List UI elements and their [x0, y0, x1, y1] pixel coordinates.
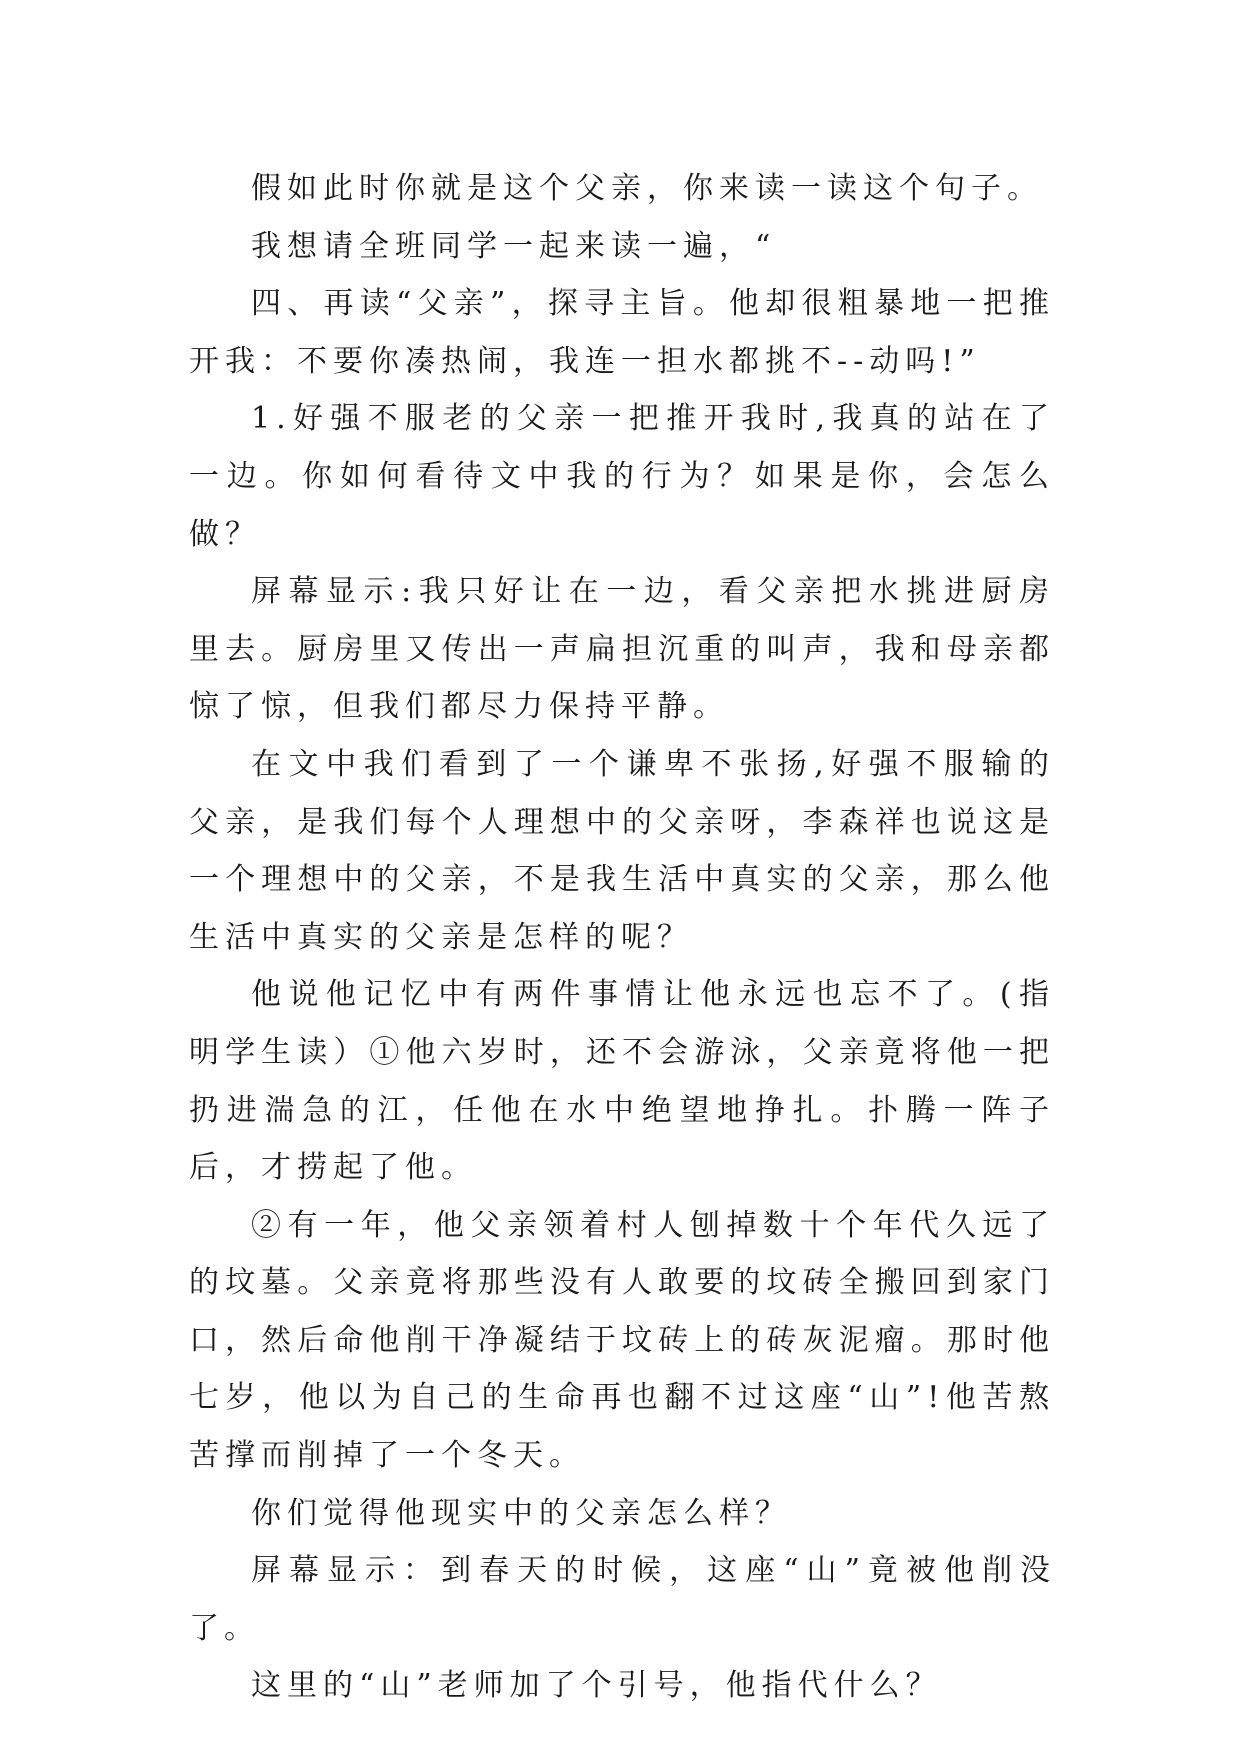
paragraph-6: 在文中我们看到了一个谦卑不张扬,好强不服输的父亲，是我们每个人理想中的父亲呀，李森祥也说这是一个理想中的父亲，不是我生活中真实的父亲，那么他生活中真实的父亲是怎样的呢？ [189, 746, 1055, 955]
paragraph-9: 你们觉得他现实中的父亲怎么样？ [251, 1495, 791, 1531]
document-page [189, 160, 1055, 1715]
paragraph-1: 假如此时你就是这个父亲，你来读一读这个句子。 [251, 171, 1043, 206]
paragraph-4: 1.好强不服老的父亲一把推开我时,我真的站在了一边。你如何看待文中我的行为？如果是你，会怎么做？ [189, 401, 1055, 552]
paragraph-8: ②有一年，他父亲领着村人刨掉数十个年代久远了的坟墓。父亲竟将那些没有人敢要的坟砖全搬回到家门口，然后命他削干净凝结于坟砖上的砖灰泥瘤。那时他七岁，他以为自己的生命再也翻不过这座“山”!他苦熬苦撑而削掉了一个冬天。 [189, 1207, 1055, 1474]
paragraph-11: 这里的“山”老师加了个引号，他指代什么？ [251, 1668, 942, 1704]
paragraph-10: 屏幕显示：到春天的时候，这座“山”竟被他削没了。 [189, 1553, 1055, 1646]
paragraph-2: 我想请全班同学一起来读一遍，“ [251, 228, 777, 264]
paragraph-7: 他说他记忆中有两件事情让他永远也忘不了。(指明学生读）①他六岁时，还不会游泳，父亲竟将他一把扔进湍急的江，任他在水中绝望地挣扎。扑腾一阵子后，才捞起了他。 [189, 977, 1055, 1186]
paragraph-3: 四、再读“父亲”，探寻主旨。他却很粗暴地一把推开我：不要你凑热闹，我连一担水都挑不--动吗!” [189, 286, 1055, 379]
paragraph-5: 屏幕显示:我只好让在一边，看父亲把水挑进厨房里去。厨房里又传出一声扁担沉重的叫声，我和母亲都惊了惊，但我们都尽力保持平静。 [189, 574, 1055, 725]
